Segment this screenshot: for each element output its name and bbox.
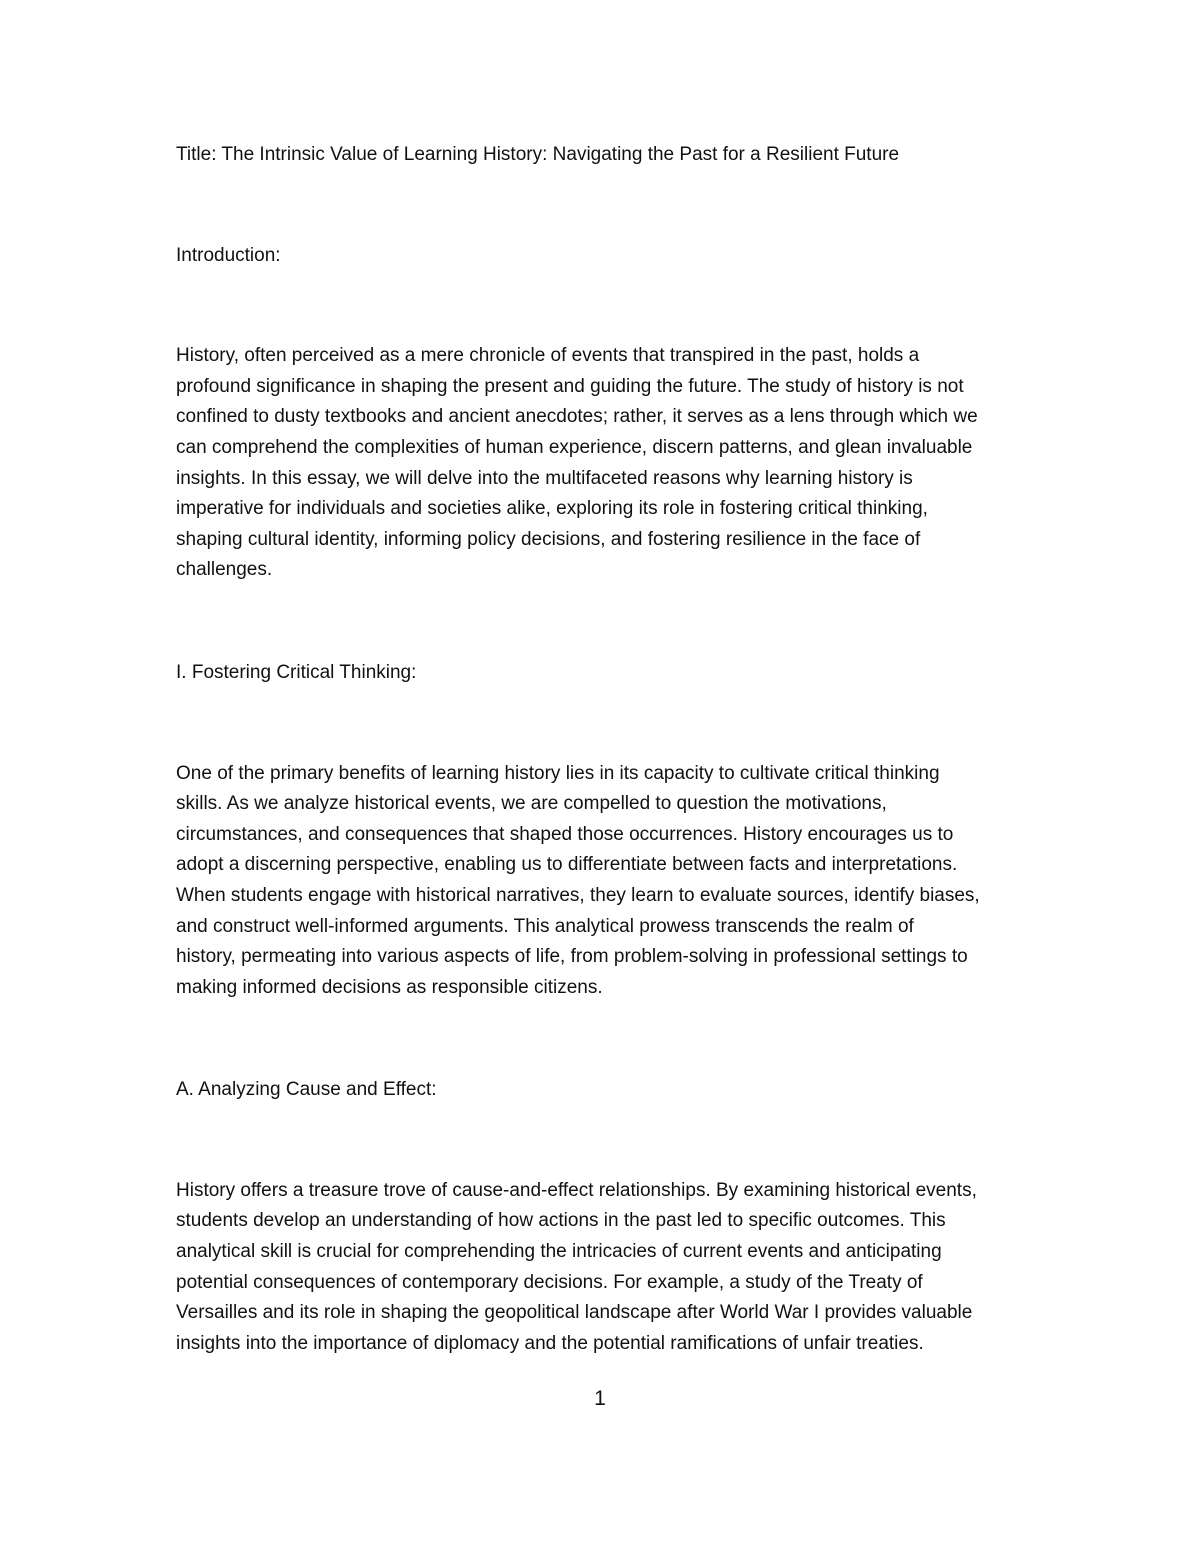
section1-line: One of the primary benefits of learning history lies in its capacity to cultivate critical thinking [176, 762, 940, 784]
subsection-a-heading: A. Analyzing Cause and Effect: [176, 1079, 437, 1101]
section1-line: history, permeating into various aspects of life, from problem-solving in professional settings to [176, 946, 968, 968]
section1-line: adopt a discerning perspective, enabling us to differentiate between facts and interpretations. [176, 854, 958, 876]
section1-line: and construct well-informed arguments. This analytical prowess transcends the realm of [176, 915, 914, 937]
intro-heading: Introduction: [176, 244, 281, 266]
intro-line: challenges. [176, 559, 273, 581]
subsection-a-line: Versailles and its role in shaping the geopolitical landscape after World War I provides valuable [176, 1302, 973, 1324]
intro-line: shaping cultural identity, informing policy decisions, and fostering resilience in the face of [176, 528, 921, 550]
section1-line: When students engage with historical narratives, they learn to evaluate sources, identify biases, [176, 884, 980, 906]
intro-line: imperative for individuals and societies alike, exploring its role in fostering critical thinking, [176, 498, 928, 520]
intro-line: confined to dusty textbooks and ancient anecdotes; rather, it serves as a lens through which we [176, 406, 978, 428]
page-number: 1 [594, 1387, 606, 1410]
section1-line: skills. As we analyze historical events, we are compelled to question the motivations, [176, 793, 887, 815]
subsection-a-line: potential consequences of contemporary decisions. For example, a study of the Treaty of [176, 1271, 923, 1293]
section1-line: circumstances, and consequences that shaped those occurrences. History encourages us to [176, 823, 954, 845]
intro-paragraph [176, 341, 1036, 586]
subsection-a-line: insights into the importance of diplomacy and the potential ramifications of unfair treaties. [176, 1332, 924, 1354]
section1-line: making informed decisions as responsible citizens. [176, 976, 603, 998]
intro-line: insights. In this essay, we will delve into the multifaceted reasons why learning history is [176, 467, 913, 489]
intro-line: can comprehend the complexities of human experience, discern patterns, and glean invaluable [176, 436, 973, 458]
section1-heading: I. Fostering Critical Thinking: [176, 661, 417, 683]
intro-line: History, often perceived as a mere chronicle of events that transpired in the past, holds a [176, 345, 920, 367]
subsection-a-line: History offers a treasure trove of cause-and-effect relationships. By examining historical events, [176, 1179, 977, 1201]
section1-paragraph [176, 759, 1036, 1004]
subsection-a-paragraph [176, 1176, 1036, 1360]
intro-line: profound significance in shaping the present and guiding the future. The study of history is not [176, 375, 964, 397]
subsection-a-line: students develop an understanding of how actions in the past led to specific outcomes. This [176, 1210, 946, 1232]
document-body [176, 140, 1036, 1359]
subsection-a-line: analytical skill is crucial for comprehending the intricacies of current events and anticipating [176, 1241, 942, 1263]
document-title: Title: The Intrinsic Value of Learning History: Navigating the Past for a Resilient Future [176, 144, 900, 165]
